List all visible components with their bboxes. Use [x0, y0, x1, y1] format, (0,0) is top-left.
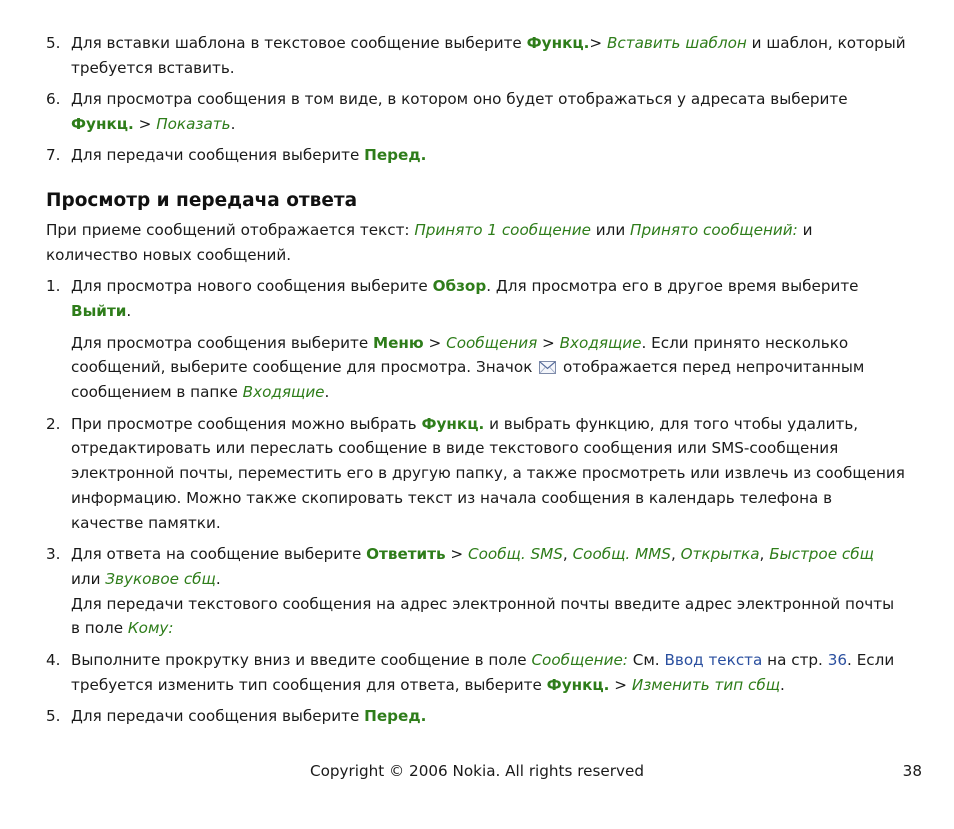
softkey-label: Меню: [373, 333, 424, 352]
softkey-label: Функц.: [421, 414, 485, 433]
softkey-label: Перед.: [364, 706, 427, 725]
list-number: 4.: [46, 650, 61, 669]
list-number: 1.: [46, 277, 61, 296]
section-heading: Просмотр и передача ответа: [46, 189, 358, 211]
list-item: 5. Для передачи сообщения выберите Перед.: [46, 704, 906, 729]
page-number: 38: [902, 762, 922, 780]
list-number: 7.: [46, 146, 61, 165]
softkey-label: Обзор: [432, 277, 487, 296]
menu-option: Сообщения: [446, 333, 538, 352]
cross-reference-link[interactable]: Ввод текста: [664, 650, 763, 669]
screen-text: Принято 1 сообщение: [414, 220, 591, 239]
softkey-label: Выйти: [71, 301, 127, 320]
menu-option: Сообщ. MMS: [572, 545, 671, 564]
list-number: 5.: [46, 706, 61, 725]
softkey-label: Перед.: [364, 146, 427, 165]
manual-page: [46, 31, 906, 729]
softkey-label: Функц.: [526, 34, 590, 52]
menu-option: Входящие: [559, 333, 642, 352]
list-number: 2.: [46, 414, 61, 433]
list-item: 7. Для передачи сообщения выберите Перед.: [46, 143, 906, 168]
section-intro: При приеме сообщений отображается текст: Принято 1 сообщение или Принято сообщений: и количество новых сообщений.: [46, 220, 813, 264]
list-item: 5. Для вставки шаблона в текстовое сообщение выберите Функц.> Вставить шаблон и шаблон, который требуется вставить.: [46, 31, 906, 81]
field-name: Сообщение:: [531, 650, 628, 669]
menu-option: Звуковое сбщ: [105, 569, 216, 588]
softkey-label: Функц.: [71, 114, 134, 133]
list-item: 3. Для ответа на сообщение выберите Ответить > Сообщ. SMS, Сообщ. MMS, Открытка, Быстрое сбщ или Звуковое сбщ. Для передачи текстового сообщения на адрес электронной почты введите адрес электронной почты в поле Кому:: [46, 542, 906, 641]
page-reference-link[interactable]: 36: [827, 650, 848, 669]
field-name: Кому:: [127, 619, 174, 638]
menu-option: Вставить шаблон: [606, 34, 747, 52]
list-item: 6. Для просмотра сообщения в том виде, в котором оно будет отображаться у адресата выберите Функц. > Показать.: [46, 87, 906, 137]
folder-name: Входящие: [242, 383, 325, 402]
copyright-footer: Copyright © 2006 Nokia. All rights reserved: [310, 762, 644, 780]
menu-option: Изменить тип сбщ: [631, 675, 781, 694]
screen-text: Принято сообщений:: [630, 220, 798, 239]
list-item: 4. Выполните прокрутку вниз и введите сообщение в поле Сообщение: См. Ввод текста на стр. 36. Если требуется изменить тип сообщения для ответа, выберите Функц. > Изменить тип сбщ.: [46, 648, 906, 698]
menu-option: Сообщ. SMS: [468, 545, 563, 564]
list-number: 6.: [46, 90, 61, 109]
list-number: 5.: [46, 34, 61, 52]
menu-option: Показать: [156, 114, 231, 133]
list-item: 1. Для просмотра нового сообщения выберите Обзор. Для просмотра его в другое время выберите Выйти.: [46, 274, 906, 324]
list-number: 3.: [46, 545, 61, 564]
softkey-label: Функц.: [546, 675, 610, 694]
softkey-label: Ответить: [366, 545, 446, 564]
menu-option: Открытка: [680, 545, 760, 564]
menu-option: Быстрое сбщ: [769, 545, 874, 564]
unread-envelope-icon: [539, 361, 556, 374]
list-item: 2. При просмотре сообщения можно выбрать Функц. и выбрать функцию, для того чтобы удалить, отредактировать или переслать сообщение в виде текстового сообщения или SMS-сообщения электронной почты, переместить его в другую папку, а также просмотреть или извлечь из сообщения информацию. Можно также скопировать текст из начала сообщения в календарь телефона в качестве памятки.: [46, 412, 906, 536]
list-item-continuation: Для просмотра сообщения выберите Меню > Сообщения > Входящие. Если принято несколько сообщений, выберите сообщение для просмотра. Значок отображается перед непрочитанным сообщением в папке Входящие.: [71, 333, 865, 402]
